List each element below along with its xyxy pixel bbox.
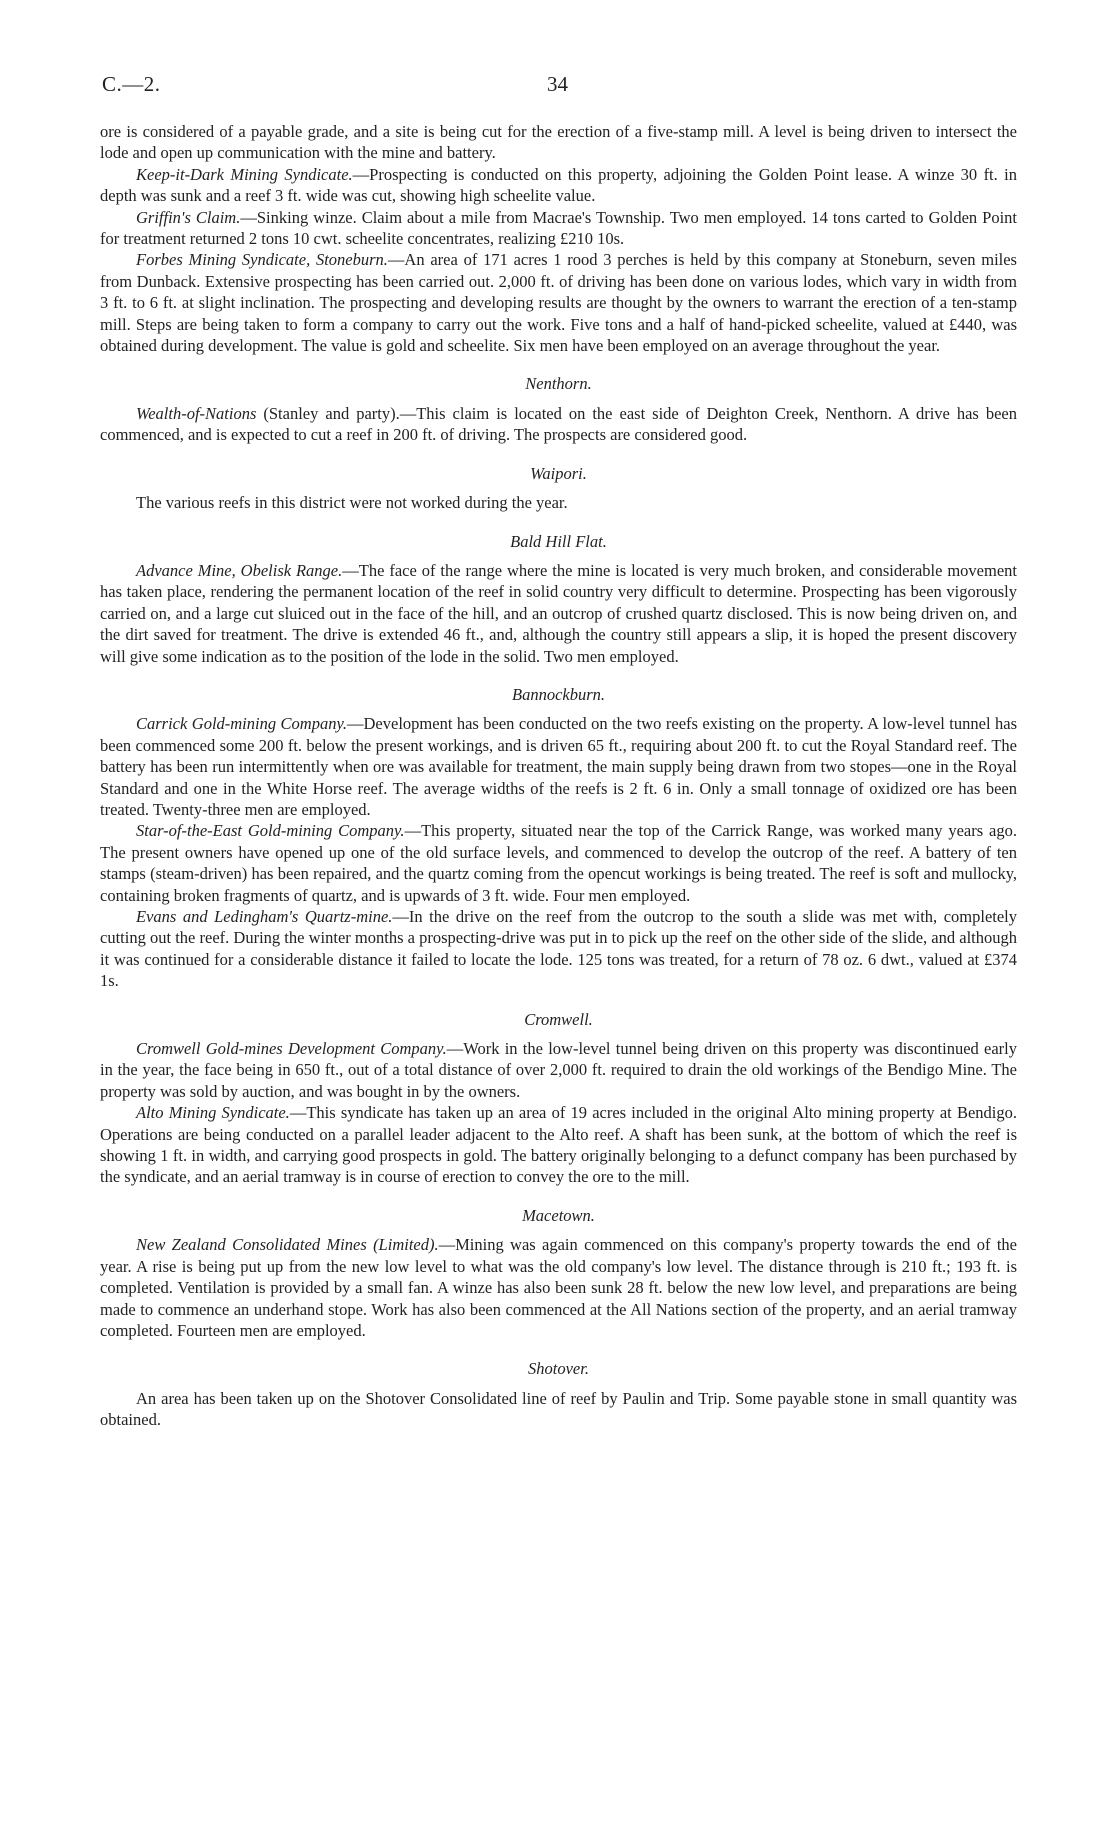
body-paragraph — [100, 713, 1017, 820]
paragraph-text: —Sinking winze. Claim about a mile from Macrae's Township. Two men employed. 14 tons carted to Golden Point for treatment returned 2 tons 10 cwt. scheelite concentrates, realizing £210 10s. — [100, 207, 1017, 249]
paragraph-text: An area has been taken up on the Shotover Consolidated line of reef by Paulin and Trip. Some payable stone in small quantity was obtained. — [100, 1388, 1017, 1430]
entry-title: Evans and Ledingham's Quartz-mine. — [136, 907, 393, 926]
body-paragraph — [100, 403, 1017, 446]
body-paragraph — [100, 164, 1017, 207]
entry-title: New Zealand Consolidated Mines (Limited). — [136, 1235, 439, 1255]
section-heading: Macetown. — [522, 1205, 595, 1225]
paragraph-text: (Stanley and party).—This claim is located on the east side of Deighton Creek, Nenthorn. A drive has been commenced, and is expected to cut a reef in 200 ft. of driving. The prospects are considered good. — [100, 403, 1017, 445]
paragraph-text: The various reefs in this district were not worked during the year. — [136, 493, 568, 513]
entry-title: Alto Mining Syndicate. — [136, 1103, 290, 1123]
body-paragraph — [100, 906, 1017, 992]
section-heading: Cromwell. — [524, 1009, 593, 1029]
report-body — [100, 121, 1017, 1431]
section-heading: Bannockburn. — [511, 684, 606, 704]
body-paragraph — [100, 1388, 1017, 1431]
body-paragraph — [100, 207, 1017, 250]
section-heading: Bald Hill Flat. — [510, 531, 607, 551]
document-reference: C.—2. — [102, 72, 161, 96]
entry-title: Griffin's Claim. — [136, 207, 241, 227]
paragraph-text: —Development has been conducted on the two reefs existing on the property. A low-level tunnel has been commenced some 200 ft. below the present workings, and is driven 65 ft., requiring about 200 ft. to cut the Royal Standard reef. The battery has been run intermittently when ore was available for treatment, the main supply being drawn from two stopes—one in the Royal Standard and one in the White Horse reef. The average widths of the reefs is 2 ft. 6 in. Only a small tonnage of oxidized ore has been treated. Twenty-three men are employed. — [100, 714, 1017, 819]
body-paragraph — [100, 249, 1017, 356]
paragraph-text: —In the drive on the reef from the outcrop to the south a slide was met with, completely cutting out the reef. During the winter months a prospecting-drive was put in to pick up the reef on the other side of the slide, and although it was continued for a considerable distance it failed to locate the lode. 125 tons was treated, for a return of 78 oz. 6 dwt., valued at £374 1s. — [100, 907, 1018, 991]
section-heading: Nenthorn. — [525, 374, 592, 394]
entry-title: Wealth-of-Nations — [136, 403, 257, 423]
entry-title: Cromwell Gold-mines Development Company. — [136, 1039, 447, 1059]
paragraph-text: —Mining was again commenced on this company's property towards the end of the year. A rise is being put up from the new low level to what was the old company's low level. The distance through is 210 ft.; 193 ft. is completed. Ventilation is provided by a small fan. A winze has also been sunk 28 ft. below the new low level, and preparations are being made to commence an underhand stope. Work has also been commenced at the All Nations section of the property, and an aerial tramway completed. Fourteen men are employed. — [100, 1235, 1017, 1340]
body-paragraph — [100, 492, 1017, 513]
paragraph-text: —This property, situated near the top of the Carrick Range, was worked many years ago. The present owners have opened up one of the old surface levels, and commenced to develop the outcrop of the reef. A battery of ten stamps (steam-driven) has been repaired, and the quartz coming from the opencut workings is being treated. The reef is soft and mullocky, containing broken fragments of quartz, and is upwards of 3 ft. wide. Four men employed. — [100, 821, 1017, 905]
entry-title: Advance Mine, Obelisk Range. — [136, 560, 343, 580]
body-paragraph — [100, 820, 1017, 906]
paragraph-text: —Work in the low-level tunnel being driven on this property was discontinued early in the year, the face being in 650 ft., out of a total distance of over 2,000 ft. required to drain the old workings of the Bendigo Mine. The property was sold by auction, and was bought in by the owners. — [100, 1039, 1017, 1101]
entry-title: Keep-it-Dark Mining Syndicate. — [136, 164, 353, 184]
paragraph-text: —Prospecting is conducted on this property, adjoining the Golden Point lease. A winze 30 ft. in depth was sunk and a reef 3 ft. wide was cut, showing high scheelite value. — [100, 164, 1017, 206]
page-number: 34 — [547, 72, 568, 96]
entry-title: Star-of-the-East Gold-mining Company. — [136, 821, 405, 841]
body-paragraph — [100, 1234, 1017, 1341]
paragraph-text: ore is considered of a payable grade, and a site is being cut for the erection of a five-stamp mill. A level is being driven to intersect the lode and open up communication with the mine and battery. — [100, 122, 1017, 163]
body-paragraph — [100, 1102, 1017, 1188]
entry-title: Carrick Gold-mining Company. — [136, 714, 348, 734]
entry-title: Forbes Mining Syndicate, Stoneburn. — [136, 250, 388, 270]
body-paragraph — [100, 560, 1017, 667]
page-header — [102, 72, 1012, 102]
paragraph-text: —The face of the range where the mine is located is very much broken, and considerable movement has taken place, rendering the permanent location of the reef in solid country very difficult to determine. Prospecting has been vigorously carried on, and a large cut sluiced out in the face of the hill, and an outcrop of crushed quartz disclosed. This is now being driven on, and the dirt saved for treatment. The drive is extended 46 ft., and, although the country still appears a slip, it is hoped the present discovery will give some indication as to the position of the lode in the solid. Two men employed. — [100, 560, 1017, 666]
paragraph-text: —This syndicate has taken up an area of 19 acres included in the original Alto mining property at Bendigo. Operations are being conducted on a parallel leader adjacent to the Alto reef. A shaft has been sunk, at the bottom of which the reef is showing 1 ft. in width, and carrying good prospects in gold. The battery originally belonging to a defunct company has been purchased by the syndicate, and an aerial tramway is in course of erection to convey the ore to the mill. — [100, 1103, 1017, 1187]
paragraph-text: —An area of 171 acres 1 rood 3 perches is held by this company at Stoneburn, seven miles from Dunback. Extensive prospecting has been carried out. 2,000 ft. of driving has been done on various lodes, which vary in width from 3 ft. to 6 ft. at slight inclination. The prospecting and developing results are thought by the owners to warrant the erection of a ten-stamp mill. Steps are being taken to form a company to carry out the work. Five tons and a half of hand-picked scheelite, valued at £440, was obtained during development. The value is gold and scheelite. Six men have been employed on an average throughout the year. — [100, 250, 1017, 356]
body-paragraph — [100, 1038, 1017, 1102]
section-heading: Shotover. — [528, 1359, 589, 1379]
body-paragraph — [100, 121, 1017, 164]
section-heading: Waipori. — [530, 463, 587, 483]
